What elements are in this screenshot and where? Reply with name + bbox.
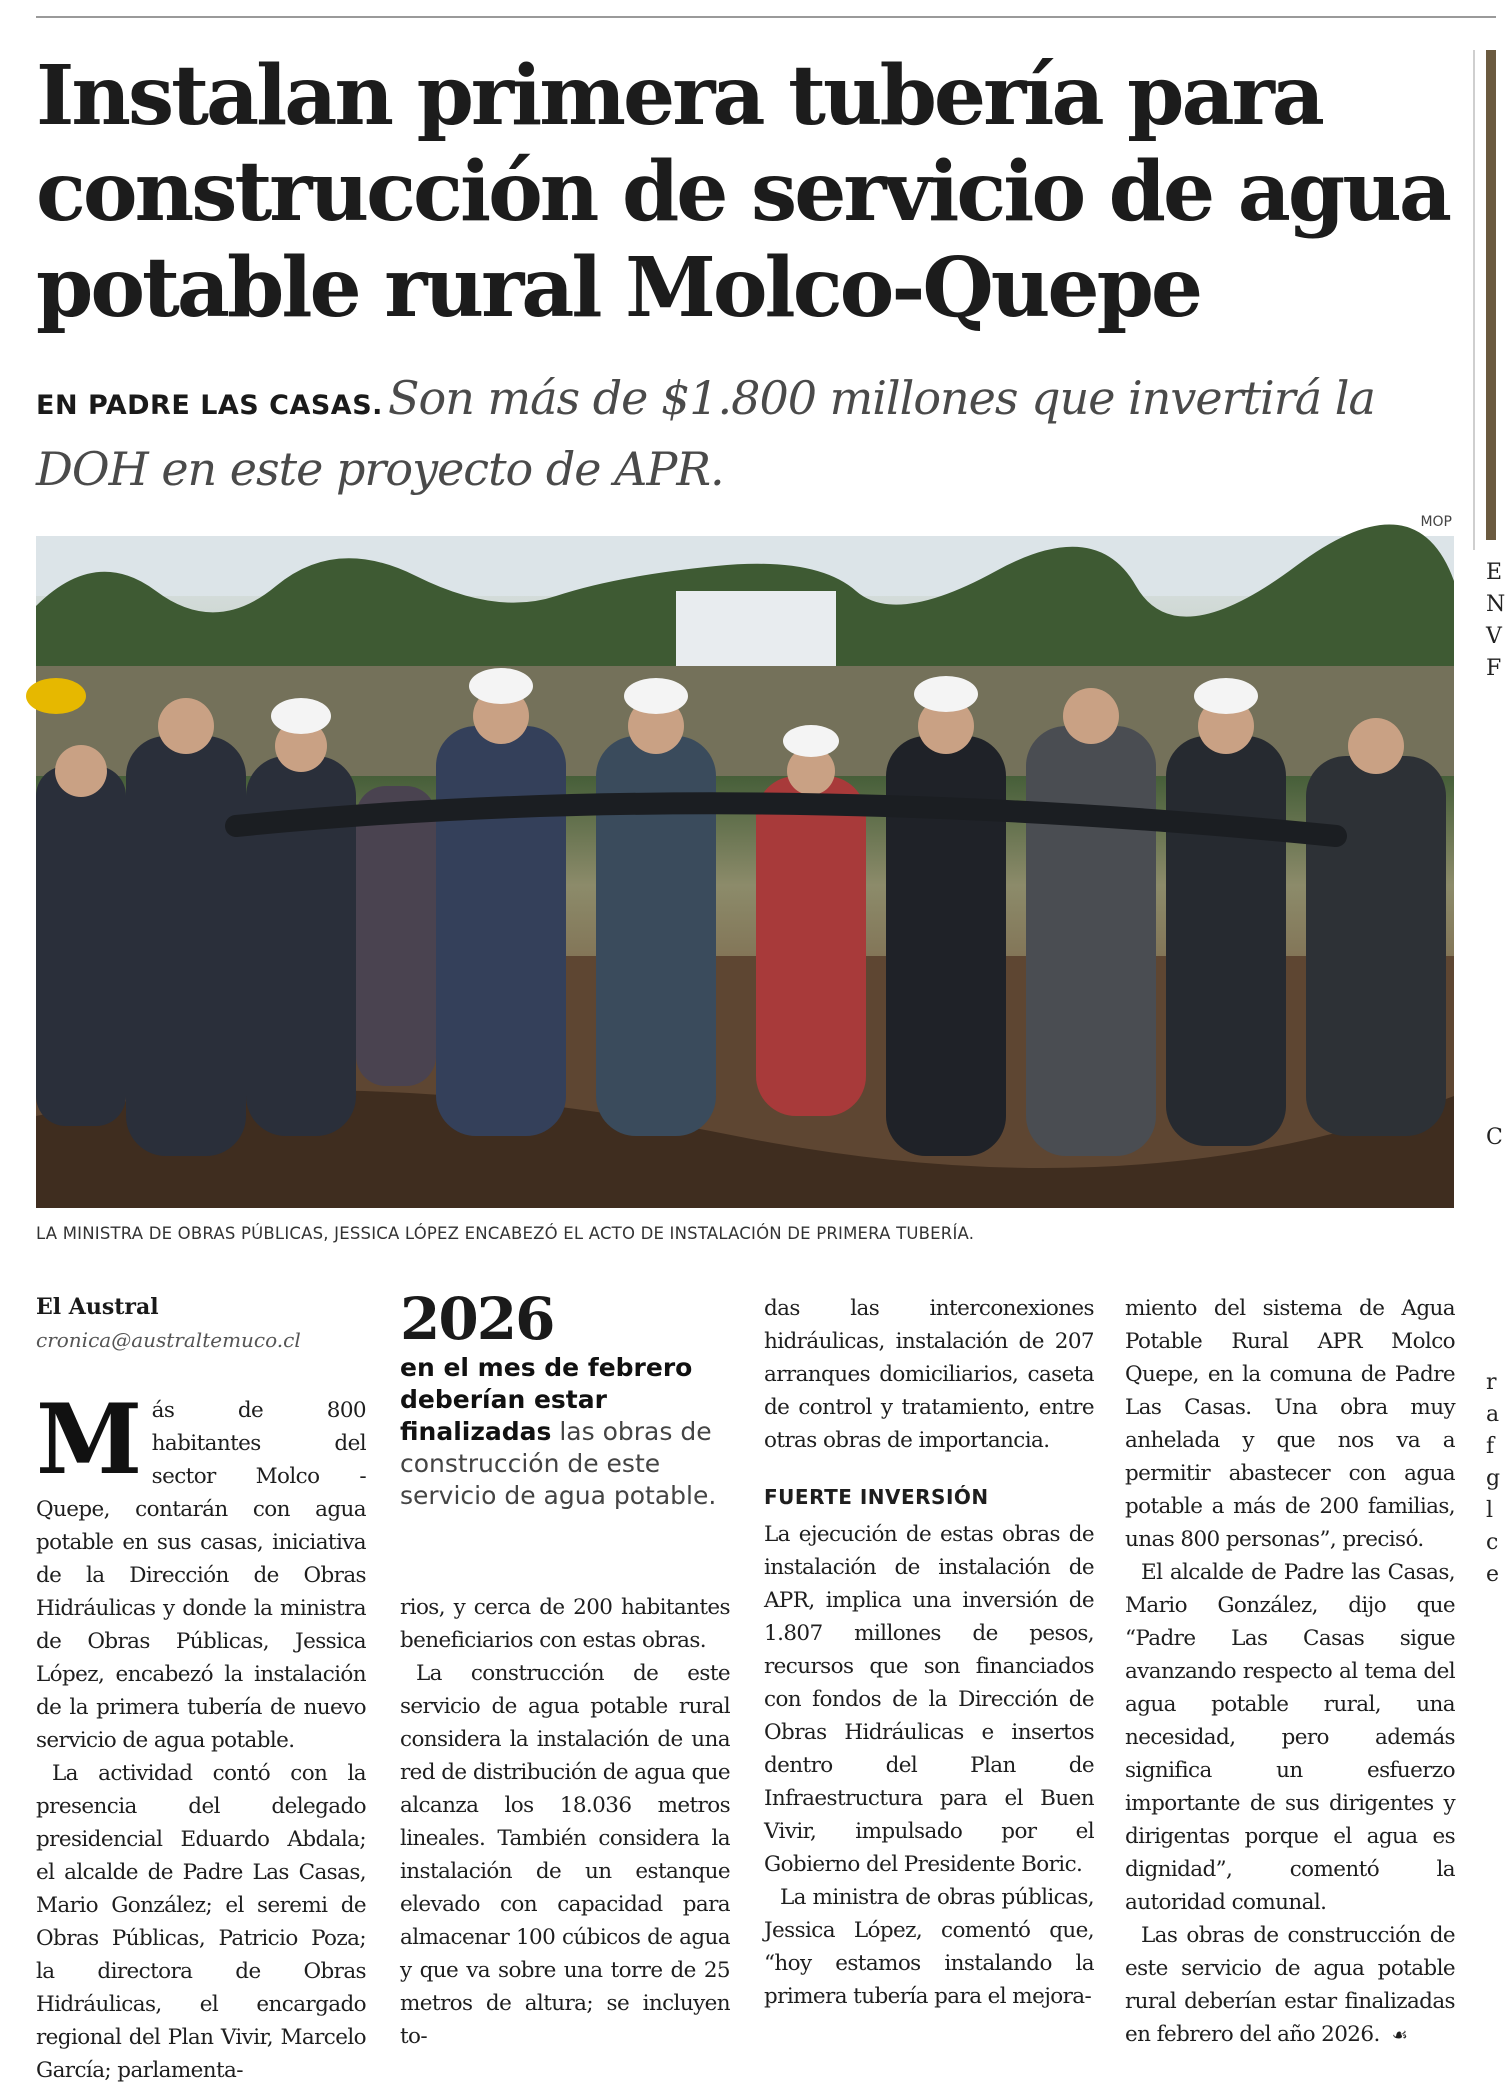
pull-quote-year: 2026 (400, 1285, 554, 1353)
edge-text-fragment: a (1486, 1402, 1500, 1427)
edge-text-fragment: V (1486, 624, 1502, 649)
edge-text-fragment: r (1486, 1370, 1497, 1395)
drop-cap: M (36, 1383, 142, 1496)
byline-email[interactable]: cronica@australtemuco.cl (36, 1328, 301, 1352)
body-paragraph: La ministra de obras públicas, Jessica López, comentó que, “hoy estamos instalando la primera tubería para el mejora- (764, 1885, 1094, 2009)
body-column-1 (36, 1383, 366, 2083)
body-paragraph: La ejecución de estas obras de instalación de instalación de APR, implica una inversión de 1.807 millones de pesos, recursos que son financiados con fondos de la Dirección de Obras Hidráulicas e insertos dentro del Plan de Infraestructura para el Buen Vivir, impulsado por el Gobierno del Presidente Boric. (764, 1522, 1094, 1877)
edge-text-fragment: F (1486, 656, 1502, 681)
edge-text-fragment: C (1486, 1125, 1503, 1150)
photo-caption: LA MINISTRA DE OBRAS PÚBLICAS, JESSICA LÓPEZ ENCABEZÓ EL ACTO DE INSTALACIÓN DE PRIMERA TUBERÍA. (36, 1224, 975, 1243)
column-divider (1473, 50, 1475, 550)
edge-text-fragment: l (1486, 1498, 1494, 1523)
edge-text-fragment: g (1486, 1466, 1501, 1491)
pull-quote-bold: en el mes de febrero deberían estar finalizadas (400, 1353, 693, 1446)
edge-text-fragment: c (1486, 1530, 1499, 1555)
adjacent-photo-edge (1486, 50, 1496, 540)
body-paragraph: rios, y cerca de 200 habitantes beneficiarios con estas obras. (400, 1595, 730, 1653)
edge-text-fragment: e (1486, 1562, 1500, 1587)
byline-name: El Austral (36, 1294, 159, 1320)
end-mark: ☙ (1391, 2025, 1408, 2046)
body-column-2 (400, 1591, 730, 2049)
body-paragraph: das las interconexiones hidráulicas, instalación de 207 arranques domiciliarios, caseta de control y tratamiento, entre otras obras de importancia. (764, 1296, 1094, 1453)
paragraph-text: Las obras de construcción de este servicio de agua potable rural deberían estar finalizadas en febrero del año 2026. (1125, 1923, 1455, 2047)
deck-lead: Son más de $1.800 millones que invertirá la DOH en este proyecto de APR. (36, 371, 1375, 496)
body-column-4 (1125, 1292, 1455, 2047)
body-paragraph: La actividad contó con la presencia del delegado presidencial Eduardo Abdala; el alcalde de Padre Las Casas, Mario González; el seremi de Obras Públicas, Patricio Poza; la directora de Obras Hidráulicas, el encargado regional del Plan Vivir, Marcelo García; parlamenta- (36, 1761, 366, 2083)
paragraph-text: ás de 800 habitantes del sector Molco - Quepe, contarán con agua potable en sus casas, iniciativa de la Dirección de Obras Hidráulicas y donde la ministra de Obras Públicas, Jessica López, encabezó la instalación de la primera tubería de nuevo servicio de agua potable. (36, 1398, 366, 1753)
pull-quote-rest: las obras de construcción de este servicio de agua potable. (400, 1417, 717, 1510)
body-paragraph: La construcción de este servicio de agua potable rural considera la instalación de una red de distribución de agua que alcanza los 18.036 metros lineales. También considera la instalación de un estanque elevado con capacidad para almacenar 100 cúbicos de agua y que va sobre una torre de 25 metros de altura; se incluyen to- (400, 1661, 730, 2049)
body-paragraph (1125, 1919, 1455, 2052)
body-paragraph (36, 1383, 366, 1757)
edge-text-fragment: E (1486, 560, 1503, 585)
article-photo (36, 536, 1454, 1208)
body-column-3 (764, 1292, 1094, 2036)
edge-text-fragment: f (1486, 1434, 1495, 1459)
edge-text-fragment: N (1486, 592, 1505, 617)
deck-kicker: EN PADRE LAS CASAS. (36, 390, 383, 421)
body-paragraph: miento del sistema de Agua Potable Rural APR Molco Quepe, en la comuna de Padre Las Casas. Una obra muy anhelada y que nos va a permitir abastecer con agua potable a más de 200 familias, unas 800 personas”, precisó. (1125, 1296, 1455, 1552)
photo-credit: MOP (1420, 514, 1452, 530)
photo-illustration (36, 536, 1454, 1208)
subhead: FUERTE INVERSIÓN (764, 1485, 989, 1509)
top-rule (36, 16, 1496, 18)
headline: Instalan primera tubería para construcción de servicio de agua potable rural Molco-Quepe (36, 48, 1449, 336)
pull-quote (400, 1285, 740, 1512)
deck (36, 368, 1456, 510)
pull-quote-text (400, 1352, 740, 1512)
body-paragraph: El alcalde de Padre las Casas, Mario González, dijo que “Padre Las Casas sigue avanzando respecto al tema del agua potable rural, una necesidad, pero además significa un esfuerzo importante de sus dirigentes y dirigentas porque el agua es dignidad”, comentó la autoridad comunal. (1125, 1560, 1455, 1915)
